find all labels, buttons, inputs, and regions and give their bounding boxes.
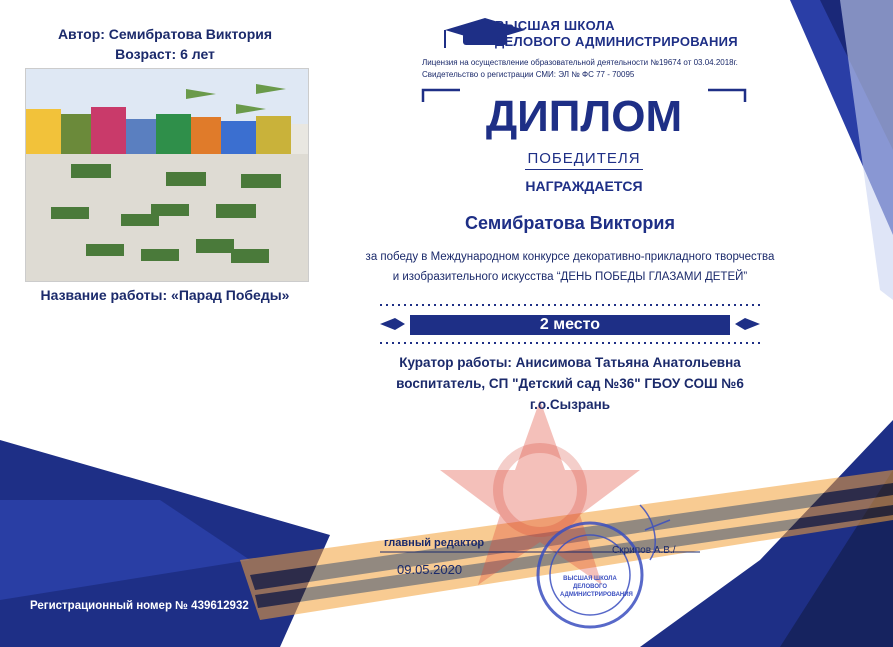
signature-role: главный редактор [384,537,485,549]
curator-name: Куратор работы: Анисимова Татьяна Анатольевна [399,355,741,370]
subtitle-underline [525,169,643,170]
recipient-name: Семибратова Виктория [465,213,675,233]
curator-position: воспитатель, СП "Детский сад №36" ГБОУ СОШ №6 [396,376,744,391]
org-license: Лицензия на осуществление образовательной деятельности №19674 от 03.04.2018г. [422,58,738,67]
registration-number: Регистрационный номер № 439612932 [30,600,249,612]
artwork-image [25,68,309,282]
author-age: Возраст: 6 лет [115,46,215,62]
signature-name: Скрипов А.В./ [612,545,676,556]
org-registration: Свидетельство о регистрации СМИ: ЭЛ № ФС 77 - 70095 [422,70,635,79]
ribbon-tip-right [735,318,760,330]
diploma-title: ДИПЛОМ [485,92,683,141]
awarded-label: НАГРАЖДАЕТСЯ [525,178,643,194]
reason-line2: и изобразительного искусства “ДЕНЬ ПОБЕДЫ ГЛАЗАМИ ДЕТЕЙ” [392,271,748,283]
diploma-subtitle: ПОБЕДИТЕЛЯ [527,150,641,167]
curator-city: г.о.Сызрань [529,397,611,412]
ribbon-tip-left [380,318,405,330]
artwork-title: Название работы: «Парад Победы» [40,287,290,303]
signature-date: 09.05.2020 [397,562,463,577]
reason-line1: за победу в Международном конкурсе декоративно-прикладного творчества [365,251,775,263]
author-name: Автор: Семибратова Виктория [57,26,273,42]
top-right-light-band [840,0,893,300]
org-name-line1: ВЫСШАЯ ШКОЛА [495,18,615,33]
org-name-line2: ДЕЛОВОГО АДМИНИСТРИРОВАНИЯ [495,34,738,49]
place-label: 2 место [539,316,601,333]
stamp-text: ВЫСШАЯ ШКОЛА ДЕЛОВОГО АДМИНИСТРИРОВАНИЯ [560,576,633,598]
